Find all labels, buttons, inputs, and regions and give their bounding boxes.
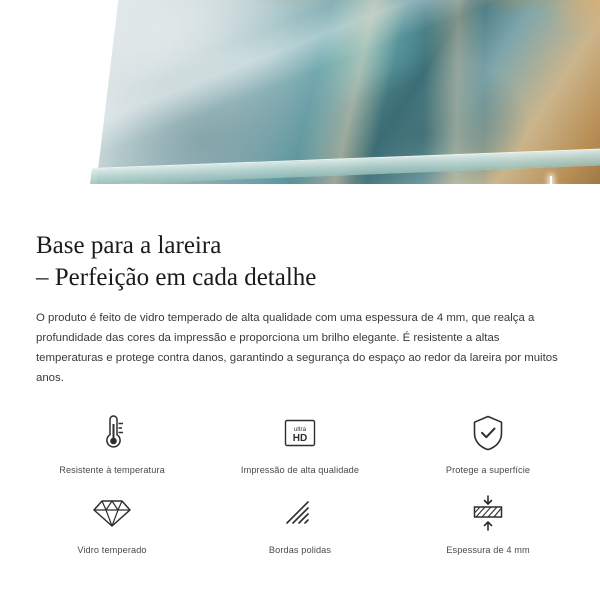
feature-label: Vidro temperado bbox=[77, 545, 147, 555]
svg-text:HD: HD bbox=[292, 433, 308, 444]
feature-label: Protege a superfície bbox=[445, 465, 531, 475]
polished-edges-icon bbox=[277, 490, 323, 536]
hero-image bbox=[0, 0, 600, 216]
feature-temperature-resistant bbox=[24, 410, 200, 476]
feature-label: Resistente à temperatura bbox=[59, 465, 165, 475]
hero-bottom-mask bbox=[0, 184, 600, 216]
content-block bbox=[0, 216, 600, 388]
feature-surface-protection bbox=[400, 410, 576, 476]
feature-thickness-4mm bbox=[400, 490, 576, 556]
thermometer-icon bbox=[89, 410, 135, 456]
feature-label: Impressão de alta qualidade bbox=[240, 465, 360, 475]
ultra-hd-icon bbox=[277, 410, 323, 456]
svg-text:ultra: ultra bbox=[293, 426, 307, 433]
feature-label: Bordas polidas bbox=[268, 545, 332, 555]
headline-line-2: – Perfeição em cada detalhe bbox=[36, 264, 317, 291]
feature-polished-edges bbox=[212, 490, 388, 556]
feature-grid bbox=[0, 410, 600, 556]
headline-line-1: Base para a lareira bbox=[36, 232, 222, 259]
product-description: O produto é feito de vidro temperado de alta qualidade com uma espessura de 4 mm, que realça a profundidade das cores da impressão e proporciona um brilho elegante. É resistente a altas temperaturas e protege contra danos, garantindo a segurança do espaço ao redor da lareira por muitos anos. bbox=[36, 312, 558, 384]
thickness-arrows-icon bbox=[465, 490, 511, 536]
feature-label: Espessura de 4 mm bbox=[446, 545, 530, 555]
feature-ultra-hd-print bbox=[212, 410, 388, 476]
page-title bbox=[36, 230, 564, 294]
feature-tempered-glass bbox=[24, 490, 200, 556]
shield-check-icon bbox=[465, 410, 511, 456]
diamond-icon bbox=[89, 490, 135, 536]
